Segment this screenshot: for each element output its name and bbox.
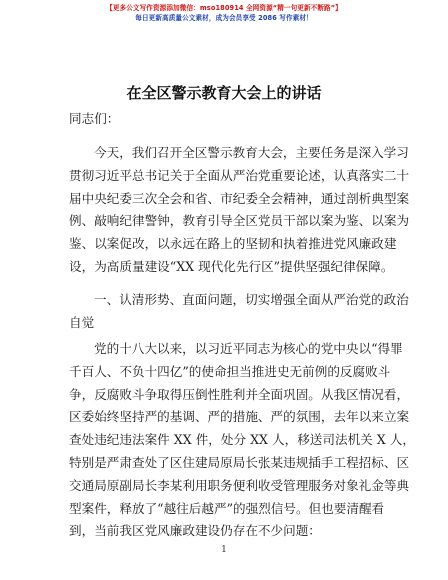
text-line: 今天，我们召开全区警示教育大会，主要任务是深入学习 [94, 145, 409, 160]
text-line: 鉴、以案促改，以永远在路上的坚韧和执着推进党风廉政建 [69, 236, 397, 252]
text-line: 到，当前我区党风廉政建设仍存在不少问题： [69, 523, 321, 539]
page-number: 1 [221, 545, 227, 555]
text-line: 争，反腐败斗争取得压倒性胜利并全面巩固。从我区情况看， [69, 386, 410, 402]
text-line: 届中央纪委三次全会和省、市纪委全会精神，通过剖析典型案 [69, 190, 410, 206]
text-line: 贯彻习近平总书记关于全面从严治党重要论述，认真落实二十 [69, 167, 410, 183]
section-heading-1 [69, 289, 409, 335]
text-line: 例、敲响纪律警钟，教育引导全区党员干部以案为鉴、以案为 [69, 213, 410, 229]
header-banner [0, 3, 448, 23]
text-line: 区委始终坚持严的基调、严的措施、严的氛围，去年以来立案 [69, 409, 410, 425]
paragraph-situation [69, 338, 415, 543]
text-line: 型案件，释放了“越往后越严”的强烈信号。但也要清醒看 [69, 500, 385, 516]
paragraph-opening [69, 142, 410, 279]
salutation: 同志们： [69, 111, 120, 126]
text-line: 特别是严肃查处了区住建局原局长张某违规插手工程招标、区 [69, 454, 410, 470]
text-line: 设，为高质量建设“XX 现代化先行区”提供坚强纪律保障。 [69, 258, 394, 274]
document-title: 在全区警示教育大会上的讲话 [126, 84, 322, 102]
text-line: 交通局原副局长李某利用职务便利收受管理服务对象礼金等典 [69, 477, 410, 493]
text-line: 千百人、不负十四亿”的使命担当推进史无前例的反腐败斗 [69, 363, 391, 379]
text-line: 党的十八大以来，以习近平同志为核心的党中央以“得罪 [94, 341, 403, 356]
banner-update-line: 每日更新高质量公文素材，成为会员享受 2086 写作素材！ [135, 14, 313, 22]
text-line: 查处违纪违法案件 XX 件，处分 XX 人，移送司法机关 X 人， [69, 432, 415, 448]
text-line: 自觉 [69, 314, 95, 330]
text-line: 一、认清形势、直面问题，切实增强全面从严治党的政治 [94, 292, 409, 307]
banner-promo-line: 【更多公文写作资源添加微信：mso180914 全网资源“精一句更新不断路”】 [106, 4, 342, 12]
